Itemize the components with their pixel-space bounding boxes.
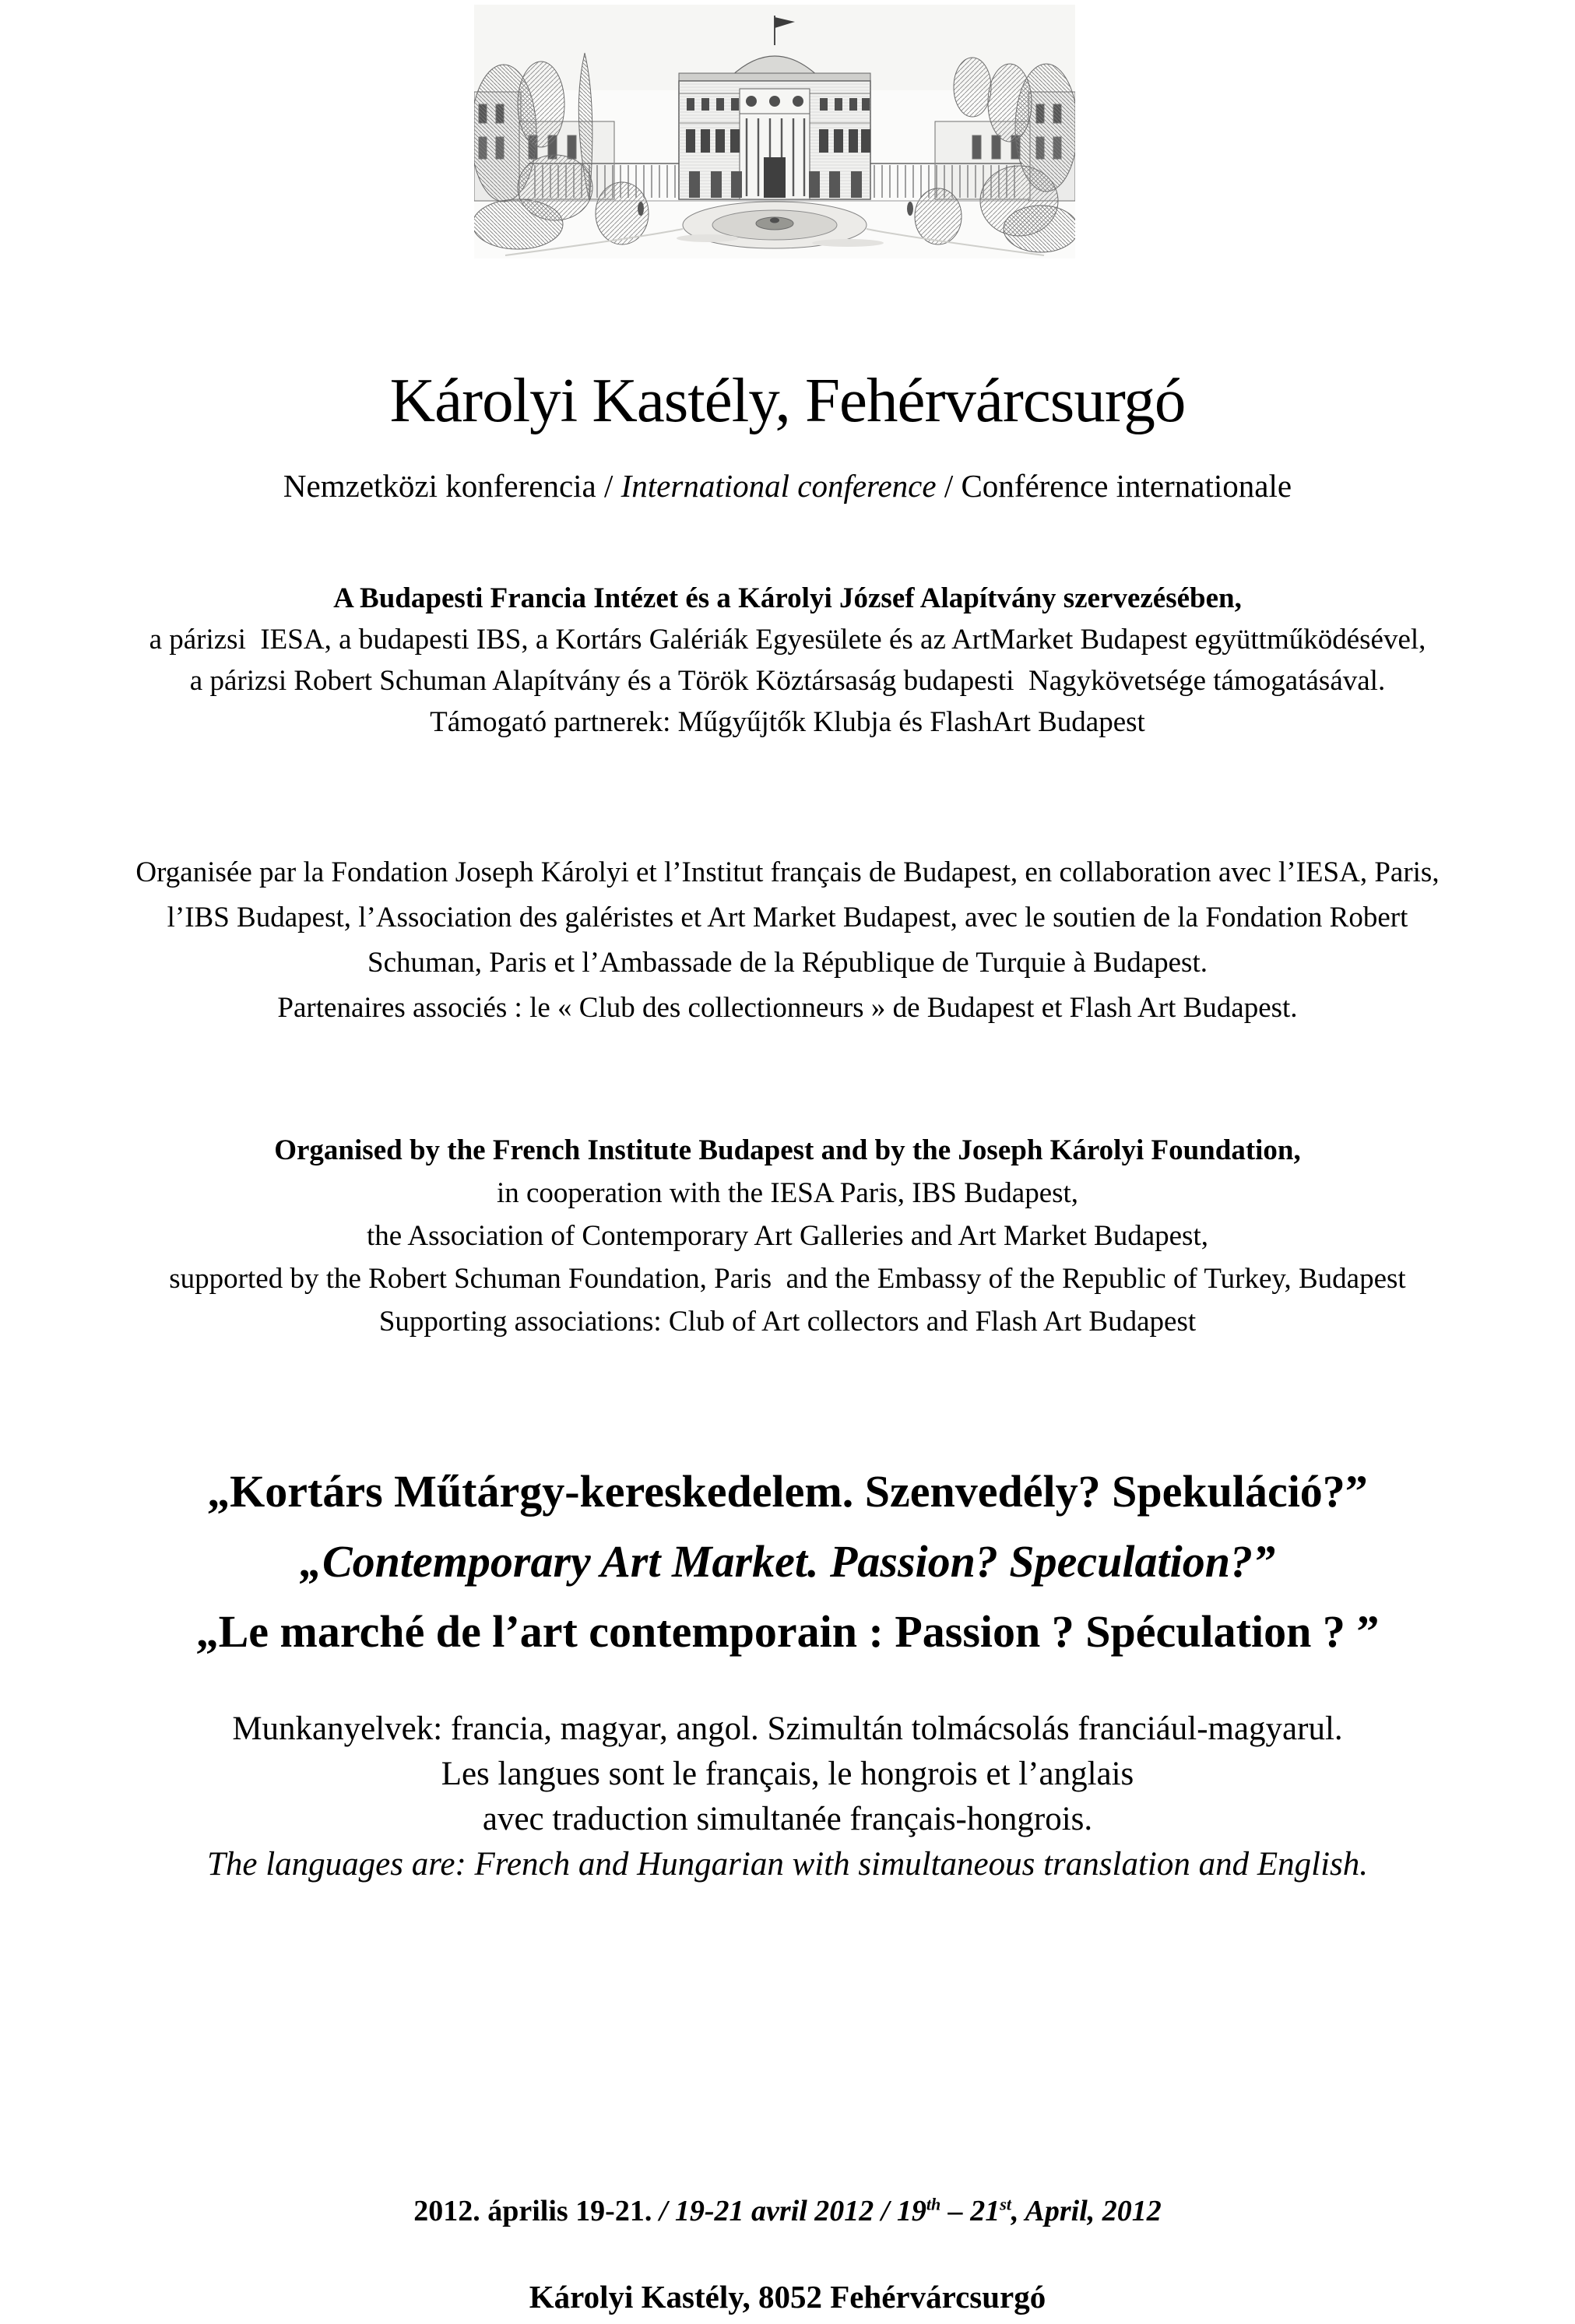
languages-block [0, 1707, 1575, 1887]
event-date [0, 2192, 1575, 2231]
languages-line-2: Les langues sont le français, le hongrois et l’anglais [441, 1756, 1134, 1792]
conference-title-french: „Le marché de l’art contemporain : Passion ? Spéculation ? ” [195, 1606, 1380, 1657]
date-hungarian: 2012. április 19-21. [413, 2195, 659, 2227]
organizers-en-line-5: Supporting associations: Club of Art collectors and Flash Art Budapest [378, 1306, 1197, 1338]
organizers-hu-line-4: Támogató partnerek: Műgyűjtők Klubja és FlashArt Budapest [430, 706, 1145, 738]
page-title: Károlyi Kastély, Fehérvárcsurgó [389, 365, 1186, 435]
date-french-part2: – 21 [940, 2195, 1000, 2227]
organizers-fr-line-4: Partenaires associés : le « Club des collectionneurs » de Budapest et Flash Art Budapest. [277, 992, 1298, 1024]
languages-line-3: avec traduction simultanée français-hongrois. [482, 1801, 1093, 1837]
castle-engraving-svg [474, 5, 1075, 258]
organizers-fr-line-2: l’IBS Budapest, l’Association des galéristes et Art Market Budapest, avec le soutien de la Fondation Robert [167, 902, 1408, 933]
organizers-en-line-1: Organised by the French Institute Budapest and by the Joseph Károlyi Foundation, [274, 1134, 1301, 1166]
organizers-fr-line-1: Organisée par la Fondation Joseph Károlyi et l’Institut français de Budapest, en collaboration avec l’IESA, Paris, [135, 856, 1440, 888]
organizers-hu-line-3: a párizsi Robert Schuman Alapítvány és a Török Köztársaság budapesti Nagykövetsége támogatásával. [189, 665, 1386, 697]
subtitle-english-italic: International conference [621, 468, 937, 504]
conference-title-block [0, 1466, 1575, 1676]
conference-title-hungarian: „Kortárs Műtárgy-kereskedelem. Szenvedély? Spekuláció?” [207, 1466, 1368, 1517]
subtitle [0, 466, 1575, 507]
organizers-en-line-2: in cooperation with the IESA Paris, IBS Budapest, [496, 1177, 1079, 1209]
organizers-en-line-3: the Association of Contemporary Art Galleries and Art Market Budapest, [367, 1220, 1208, 1252]
conference-title-english: „Contemporary Art Market. Passion? Speculation?” [299, 1536, 1276, 1587]
organizers-fr-line-3: Schuman, Paris et l’Ambassade de la République de Turquie à Budapest. [367, 947, 1208, 979]
date-ordinal-th: th [926, 2194, 941, 2214]
subtitle-french: / Conférence internationale [936, 468, 1292, 504]
date-french-part1: / 19-21 avril 2012 / 19 [659, 2195, 926, 2227]
organizers-english-block [0, 1129, 1575, 1343]
date-ordinal-st: st [1000, 2194, 1011, 2214]
languages-line-4: The languages are: French and Hungarian with simultaneous translation and English. [206, 1846, 1369, 1883]
subtitle-hungarian: Nemzetközi konferencia / [283, 468, 621, 504]
organizers-hu-line-2: a párizsi IESA, a budapesti IBS, a Kortárs Galériák Egyesülete és az ArtMarket Budapest együttműködésével, [149, 624, 1426, 656]
languages-line-1: Munkanyelvek: francia, magyar, angol. Szimultán tolmácsolás franciául-magyarul. [232, 1710, 1343, 1747]
castle-engraving-image [474, 5, 1075, 258]
date-french-part3: , April, 2012 [1011, 2195, 1162, 2227]
organizers-french-block [0, 850, 1575, 1031]
organizers-hu-line-1: A Budapesti Francia Intézet és a Károlyi József Alapítvány szervezésében, [333, 582, 1242, 614]
venue-address: Károlyi Kastély, 8052 Fehérvárcsurgó [529, 2279, 1046, 2315]
organizers-hungarian-block [0, 578, 1575, 743]
organizers-en-line-4: supported by the Robert Schuman Foundation, Paris and the Embassy of the Republic of Turkey, Budapest [169, 1263, 1406, 1295]
